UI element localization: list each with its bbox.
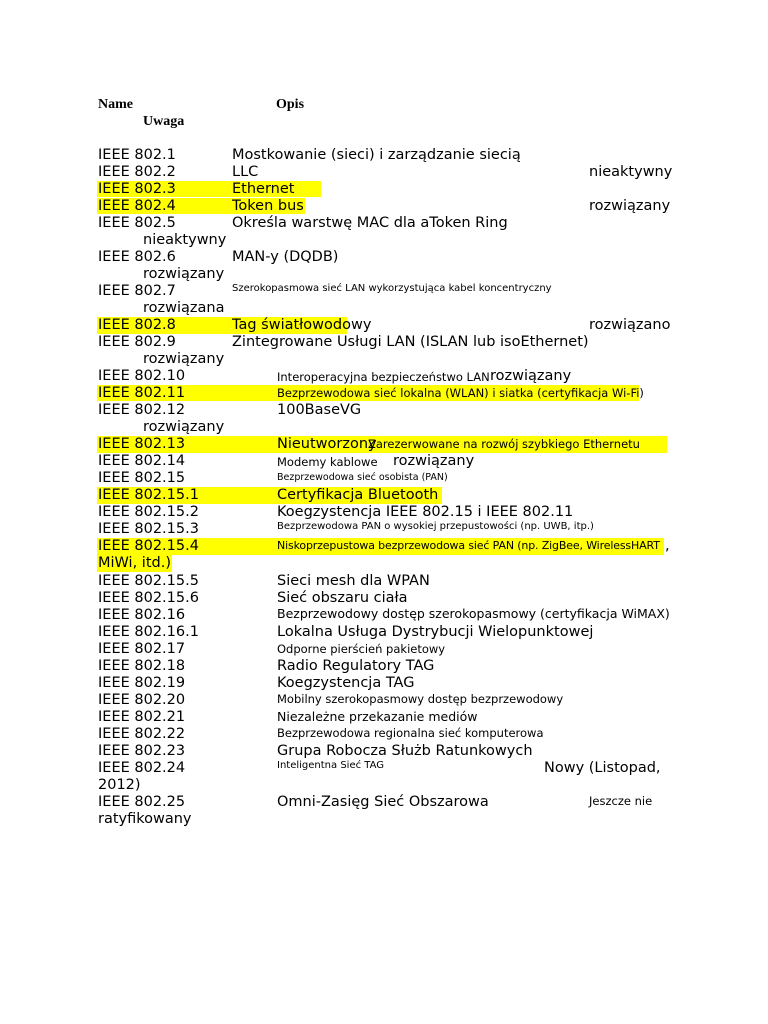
std-name: IEEE 802.15.2 <box>98 504 199 520</box>
std-name: IEEE 802.15 <box>98 470 186 486</box>
std-name: IEEE 802.9 <box>98 334 176 350</box>
std-desc: LLC <box>232 164 259 180</box>
std-name: IEEE 802.15.1 <box>98 487 199 503</box>
header-uwaga: Uwaga <box>143 114 185 129</box>
std-name: IEEE 802.21 <box>98 709 186 725</box>
std-desc: Sieci mesh dla WPAN <box>277 573 430 589</box>
std-desc: 100BaseVG <box>277 402 362 418</box>
std-note: rozwiązano <box>589 317 671 333</box>
std-name: IEEE 802.22 <box>98 726 186 742</box>
std-name: IEEE 802.16 <box>98 607 186 623</box>
std-name: IEEE 802.14 <box>98 453 186 469</box>
std-desc: Nieutworzony <box>277 436 377 452</box>
std-desc: Interoperacyjna bezpieczeństwo LAN <box>277 370 490 384</box>
std-note-cont: 2012) <box>98 777 141 793</box>
std-name: IEEE 802.24 <box>98 760 186 776</box>
std-desc: Bezprzewodowy dostęp szerokopasmowy (certyfikacja WiMAX) <box>277 606 670 621</box>
std-desc: Mobilny szerokopasmowy dostęp bezprzewodowy <box>277 692 564 706</box>
header-name: Name <box>98 97 133 112</box>
std-note: rozwiązany <box>143 351 225 367</box>
std-name: IEEE 802.5 <box>98 215 176 231</box>
std-desc: Inteligentna Sieć TAG <box>277 760 385 771</box>
std-name: IEEE 802.8 <box>98 317 176 333</box>
std-desc: Bezprzewodowa regionalna sieć komputerowa <box>277 726 544 740</box>
std-name: IEEE 802.25 <box>98 794 186 810</box>
std-desc: Bezprzewodowa sieć lokalna (WLAN) i siatka (certyfikacja Wi-Fi) <box>277 386 644 400</box>
std-name: IEEE 802.10 <box>98 368 186 384</box>
std-desc: Token bus <box>232 198 304 214</box>
std-name: IEEE 802.20 <box>98 692 186 708</box>
std-note: rozwiązany <box>393 453 475 469</box>
std-desc-cont: MiWi, itd.) <box>98 555 171 571</box>
std-name: IEEE 802.3 <box>98 181 176 197</box>
std-desc: Radio Regulatory TAG <box>277 658 435 674</box>
std-desc: Bezprzewodowa PAN o wysokiej przepustowości (np. UWB, itp.) <box>277 521 594 532</box>
std-name: IEEE 802.7 <box>98 283 176 299</box>
std-note: rozwiązana <box>143 300 225 316</box>
std-desc-extra: Zarezerwowane na rozwój szybkiego Ethernetu <box>368 437 640 451</box>
std-note: rozwiązany <box>490 368 572 384</box>
std-name: IEEE 802.15.3 <box>98 521 199 537</box>
std-desc: Szerokopasmowa sieć LAN wykorzystująca kabel koncentryczny <box>232 283 552 294</box>
std-desc: Koegzystencja IEEE 802.15 i IEEE 802.11 <box>277 504 574 520</box>
std-name: IEEE 802.17 <box>98 641 186 657</box>
std-name: IEEE 802.1 <box>98 147 176 163</box>
std-name: IEEE 802.18 <box>98 658 186 674</box>
std-note: Nowy (Listopad, <box>544 760 661 776</box>
std-desc: Omni-Zasięg Sieć Obszarowa <box>277 794 489 810</box>
std-name: IEEE 802.15.4 <box>98 538 199 554</box>
std-desc: MAN-y (DQDB) <box>232 249 339 265</box>
std-desc: Odporne pierścień pakietowy <box>277 642 446 656</box>
std-desc: Niezależne przekazanie mediów <box>277 709 478 724</box>
std-desc: Certyfikacja Bluetooth <box>277 487 439 503</box>
std-desc: Ethernet <box>232 181 295 197</box>
std-name: IEEE 802.19 <box>98 675 186 691</box>
std-name: IEEE 802.15.6 <box>98 590 199 606</box>
std-name: IEEE 802.15.5 <box>98 573 199 589</box>
std-note: Jeszcze nie <box>589 794 653 808</box>
std-name: IEEE 802.12 <box>98 402 186 418</box>
std-desc: Mostkowanie (sieci) i zarządzanie siecią <box>232 147 521 163</box>
std-note-cont: ratyfikowany <box>98 811 192 827</box>
std-name: IEEE 802.11 <box>98 385 186 401</box>
std-desc: Tag światłowodowy <box>232 317 372 333</box>
std-note: rozwiązany <box>143 266 225 282</box>
std-desc: Określa warstwę MAC dla aToken Ring <box>232 215 508 231</box>
std-note: nieaktywny <box>143 232 227 248</box>
std-desc: Lokalna Usługa Dystrybucji Wielopunktowej <box>277 624 594 640</box>
std-name: IEEE 802.6 <box>98 249 176 265</box>
header-opis: Opis <box>276 97 305 112</box>
std-desc: Modemy kablowe <box>277 455 378 469</box>
std-name: IEEE 802.23 <box>98 743 186 759</box>
std-name: IEEE 802.2 <box>98 164 176 180</box>
std-note: rozwiązany <box>589 198 671 214</box>
std-desc: Grupa Robocza Służb Ratunkowych <box>277 743 533 759</box>
std-note: rozwiązany <box>143 419 225 435</box>
std-desc: Koegzystencja TAG <box>277 675 415 691</box>
std-name: IEEE 802.13 <box>98 436 186 452</box>
std-desc: Bezprzewodowa sieć osobista (PAN) <box>277 472 448 483</box>
std-desc-tail: , <box>665 538 670 554</box>
std-name: IEEE 802.16.1 <box>98 624 199 640</box>
std-note: nieaktywny <box>589 164 673 180</box>
std-desc: Niskoprzepustowa bezprzewodowa sieć PAN (np. ZigBee, WirelessHART <box>277 539 660 552</box>
std-desc: Sieć obszaru ciała <box>277 590 408 606</box>
std-desc: Zintegrowane Usługi LAN (ISLAN lub isoEthernet) <box>232 334 589 350</box>
std-name: IEEE 802.4 <box>98 198 176 214</box>
